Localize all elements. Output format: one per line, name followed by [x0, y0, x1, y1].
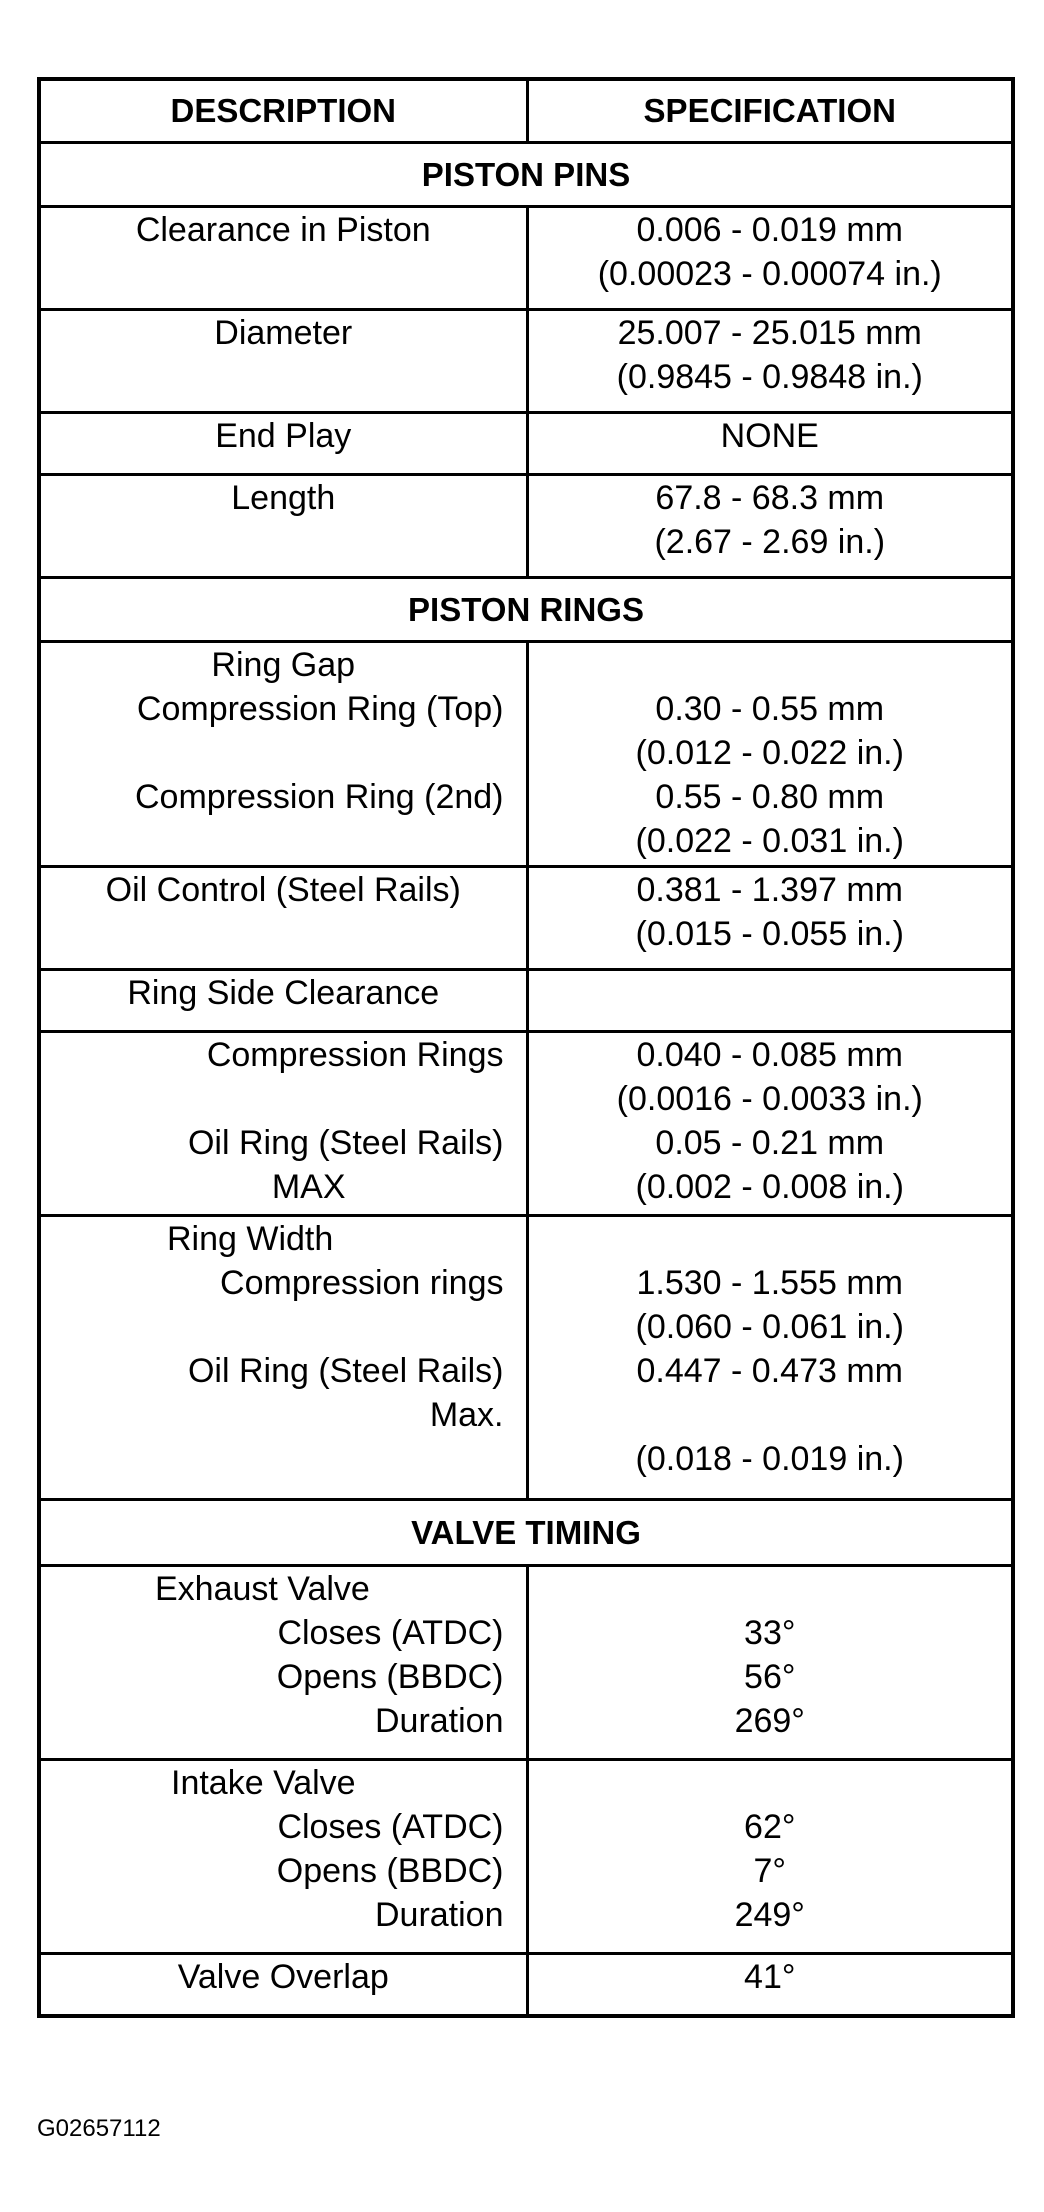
desc-exhaust-duration: Duration — [374, 1702, 504, 1740]
desc-compression-ring-top: Compression Ring (Top) — [136, 690, 504, 728]
desc-clearance-in-piston: Clearance in Piston — [135, 211, 431, 249]
spec-length-mm: 67.8 - 68.3 mm — [655, 479, 885, 517]
spec-end-play: NONE — [720, 417, 819, 455]
desc-ring-width: Ring Width — [167, 1220, 334, 1258]
spec-valve-overlap: 41° — [744, 1958, 796, 1996]
table-row-ring-side-clearance — [39, 970, 1013, 1032]
spec-diameter-in: (0.9845 - 0.9848 in.) — [616, 358, 923, 396]
desc-ring-gap: Ring Gap — [211, 646, 356, 684]
desc-compression-ring-2nd: Compression Ring (2nd) — [135, 778, 504, 816]
spec-oil-control-mm: 0.381 - 1.397 mm — [636, 871, 903, 909]
table-row-end-play — [39, 413, 1013, 475]
spec-intake-duration: 249° — [734, 1896, 805, 1934]
spec-side-oil-in: (0.002 - 0.008 in.) — [635, 1168, 904, 1206]
desc-intake-opens: Opens (BBDC) — [276, 1852, 504, 1890]
desc-exhaust-opens: Opens (BBDC) — [276, 1658, 504, 1696]
spec-clearance-mm: 0.006 - 0.019 mm — [636, 211, 903, 249]
figure-id: G02657112 — [37, 2115, 161, 2142]
table-row-side-clearance-detail — [39, 1032, 1013, 1216]
spec-exhaust-duration: 269° — [734, 1702, 805, 1740]
spec-exhaust-closes: 33° — [744, 1614, 796, 1652]
table-row-valve-overlap — [39, 1954, 1013, 2016]
desc-oil-ring-width: Oil Ring (Steel Rails) — [187, 1352, 504, 1390]
specifications-table — [37, 77, 1015, 2018]
table-row-length — [39, 475, 1013, 578]
table-row-clearance-in-piston — [39, 207, 1013, 310]
desc-ring-side-clearance: Ring Side Clearance — [127, 974, 440, 1012]
spec-side-oil-mm: 0.05 - 0.21 mm — [655, 1124, 885, 1162]
section-title-piston-pins: PISTON PINS — [39, 143, 1013, 207]
table-row-intake-valve — [39, 1760, 1013, 1954]
spec-width-compression-mm: 1.530 - 1.555 mm — [636, 1264, 903, 1302]
desc-intake-valve: Intake Valve — [171, 1764, 356, 1802]
spec-oil-control-in: (0.015 - 0.055 in.) — [635, 915, 904, 953]
section-title-valve-timing: VALVE TIMING — [39, 1500, 1013, 1566]
spec-width-compression-in: (0.060 - 0.061 in.) — [635, 1308, 904, 1346]
section-row-piston-pins — [39, 143, 1013, 207]
table-row-diameter — [39, 310, 1013, 413]
desc-max: MAX — [271, 1168, 346, 1206]
desc-valve-overlap: Valve Overlap — [177, 1958, 389, 1996]
desc-compression-rings-width: Compression rings — [220, 1264, 504, 1302]
desc-compression-rings: Compression Rings — [206, 1036, 504, 1074]
spec-intake-opens: 7° — [753, 1852, 786, 1890]
spec-exhaust-opens: 56° — [744, 1658, 796, 1696]
spec-clearance-in: (0.00023 - 0.00074 in.) — [597, 255, 942, 293]
spec-ring-side-clearance-empty — [527, 970, 1013, 1032]
section-row-piston-rings — [39, 578, 1013, 642]
desc-oil-ring-steel-rails: Oil Ring (Steel Rails) — [187, 1124, 504, 1162]
desc-length: Length — [231, 479, 336, 517]
spec-width-oil-mm: 0.447 - 0.473 mm — [636, 1352, 903, 1390]
spec-side-compression-mm: 0.040 - 0.085 mm — [636, 1036, 903, 1074]
desc-oil-control: Oil Control (Steel Rails) — [105, 871, 461, 909]
spec-width-oil-in: (0.018 - 0.019 in.) — [635, 1440, 904, 1478]
section-row-valve-timing — [39, 1500, 1013, 1566]
spec-diameter-mm: 25.007 - 25.015 mm — [617, 314, 922, 352]
spec-side-compression-in: (0.0016 - 0.0033 in.) — [616, 1080, 923, 1118]
desc-intake-closes: Closes (ATDC) — [277, 1808, 504, 1846]
desc-end-play: End Play — [215, 417, 352, 455]
specification-header: SPECIFICATION — [527, 79, 1013, 143]
table-row-oil-control — [39, 867, 1013, 970]
desc-diameter: Diameter — [214, 314, 353, 352]
table-row-exhaust-valve — [39, 1566, 1013, 1760]
spec-intake-closes: 62° — [744, 1808, 796, 1846]
spec-ring-gap-top-mm: 0.30 - 0.55 mm — [655, 690, 885, 728]
table-header-row — [39, 79, 1013, 143]
table-row-ring-width — [39, 1216, 1013, 1500]
desc-exhaust-valve: Exhaust Valve — [155, 1570, 370, 1608]
table-row-ring-gap — [39, 642, 1013, 867]
spec-ring-gap-2nd-mm: 0.55 - 0.80 mm — [655, 778, 885, 816]
section-title-piston-rings: PISTON RINGS — [39, 578, 1013, 642]
description-header: DESCRIPTION — [39, 79, 527, 143]
desc-intake-duration: Duration — [374, 1896, 504, 1934]
desc-max-width: Max. — [429, 1396, 504, 1434]
spec-length-in: (2.67 - 2.69 in.) — [654, 523, 886, 561]
desc-exhaust-closes: Closes (ATDC) — [277, 1614, 504, 1652]
spec-ring-gap-top-in: (0.012 - 0.022 in.) — [635, 734, 904, 772]
spec-ring-gap-2nd-in: (0.022 - 0.031 in.) — [635, 822, 904, 860]
